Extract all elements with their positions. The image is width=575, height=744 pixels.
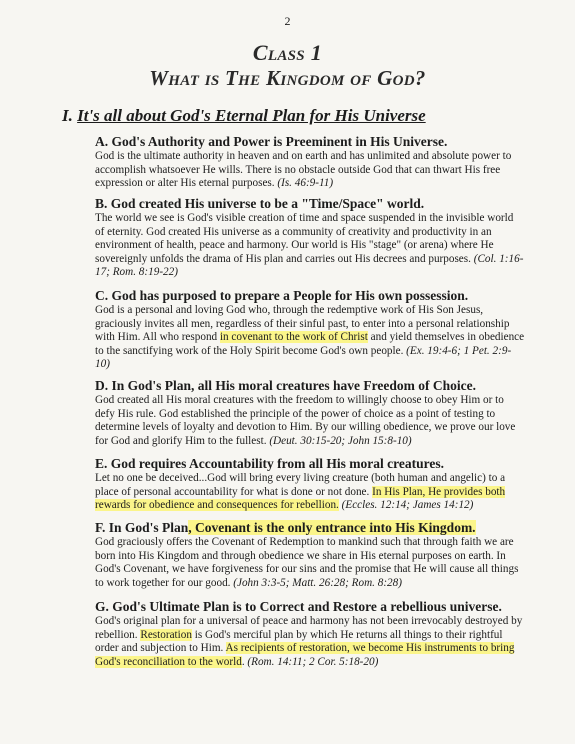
point-c: [95, 288, 525, 372]
point-f-heading: F. In God's Plan, Covenant is the only entrance into His Kingdom.: [95, 520, 476, 535]
page-number: 2: [284, 14, 291, 28]
class-subtitle: What is The Kingdom of God?: [149, 66, 426, 90]
point-b: [95, 196, 525, 280]
section-numeral: I.: [62, 106, 73, 125]
point-c-ref: (Ex. 19:4-6; 1 Pet. 2:9-10): [95, 344, 512, 371]
highlight-text: In His Plan, He provides both rewards for obedience and consequences for rebellion.: [95, 485, 506, 512]
point-e: [95, 456, 525, 513]
point-a-ref: (Is. 46:9-11): [277, 177, 334, 190]
highlight-text: , Covenant is the only entrance into His Kingdom.: [188, 520, 476, 535]
section-title: It's all about God's Eternal Plan for His Universe: [77, 106, 426, 125]
point-f: [95, 520, 525, 590]
highlight-text: As recipients of restoration, we become His instruments to bring God's reconciliation to the world: [95, 642, 515, 668]
point-d-heading: D. In God's Plan, all His moral creatures have Freedom of Choice.: [95, 378, 476, 393]
point-g-ref: (Rom. 14:11; 2 Cor. 5:18-20): [247, 655, 379, 668]
point-e-ref: (Eccles. 12:14; James 14:12): [341, 499, 474, 512]
point-b-heading: B. God created His universe to be a "Time/Space" world.: [95, 196, 425, 211]
point-d: [95, 378, 525, 448]
point-d-text: God created all His moral creatures with the freedom to willingly choose to obey Him or to defy His rule. God established the principle of the power of choice as a point of testing to determine levels of loyalty and devotion to Him. By our willing obedience, we prove our love for God and glorify Him to the fullest. (Deut. 30:15-20; John 15:8-10): [95, 394, 516, 447]
highlight-text: in covenant to the work of Christ: [219, 331, 368, 344]
point-c-heading: C. God has purposed to prepare a People for His own possession.: [95, 288, 469, 303]
highlight-text: Restoration: [140, 628, 192, 641]
section-heading: [62, 106, 426, 126]
class-title: Class 1: [252, 40, 323, 65]
point-a: [95, 134, 525, 191]
point-g-heading: G. God's Ultimate Plan is to Correct and Restore a rebellious universe.: [95, 599, 502, 614]
point-f-text: God graciously offers the Covenant of Redemption to mankind such that through faith we are born into His Kingdom and through obedience we share in His eternal purposes on earth. In God's Covenant, we have forgiveness for our sins and the promise that He will cause all things to work together for our good. (John 3:3-5; Matt. 26:28; Rom. 8:28): [95, 536, 519, 589]
point-b-ref: (Col. 1:16-17; Rom. 8:19-22): [95, 252, 524, 279]
point-g: [95, 599, 525, 669]
point-a-text: God is the ultimate authority in heaven and on earth and has unlimited and absolute power to accomplish whatsoever He wills. There is no obstacle outside God that can thwart His free expression or alter His eternal purposes. (Is. 46:9-11): [95, 150, 512, 190]
point-b-text: The world we see is God's visible creation of time and space suspended in the invisible world of eternity. God created His universe as a community of creativity and productivity in an environment of health, peace and harmony. Our world is His "stage" (or arena) where He sovereignly unfolds the drama of His plan and carries out His decrees and purposes. (Col. 1:16-17; Rom. 8:19-22): [95, 212, 524, 279]
point-d-ref: (Deut. 30:15-20; John 15:8-10): [269, 434, 412, 447]
point-c-text: God is a personal and loving God who, through the redemptive work of His Son Jesus, graciously invites all men, regardless of their sinful past, to enter into a personal relationship with Him. All who respond in covenant to the work of Christ and yield themselves in obedience to the sanctifying work of the Holy Spirit become God's own people. (Ex. 19:4-6; 1 Pet. 2:9-10): [95, 304, 525, 371]
point-e-heading: E. God requires Accountability from all His moral creatures.: [95, 456, 444, 471]
point-a-heading: A. God's Authority and Power is Preeminent in His Universe.: [95, 134, 448, 149]
point-f-ref: (John 3:3-5; Matt. 26:28; Rom. 8:28): [233, 576, 402, 589]
point-e-text: Let no one be deceived...God will bring every living creature (both human and angelic) to a place of personal accountability for what is done or not done. In His Plan, He provides both rewards for obedience and consequences for rebellion. (Eccles. 12:14; James 14:12): [95, 472, 506, 512]
point-g-text: God's original plan for a universal of peace and harmony has not been irrevocably destroyed by rebellion. Restoration is God's merciful plan by which He returns all things to their rightful order and subjection to Him. As recipients of restoration, we become His instruments to bring God's reconciliation to the world. (Rom. 14:11; 2 Cor. 5:18-20): [95, 615, 523, 668]
